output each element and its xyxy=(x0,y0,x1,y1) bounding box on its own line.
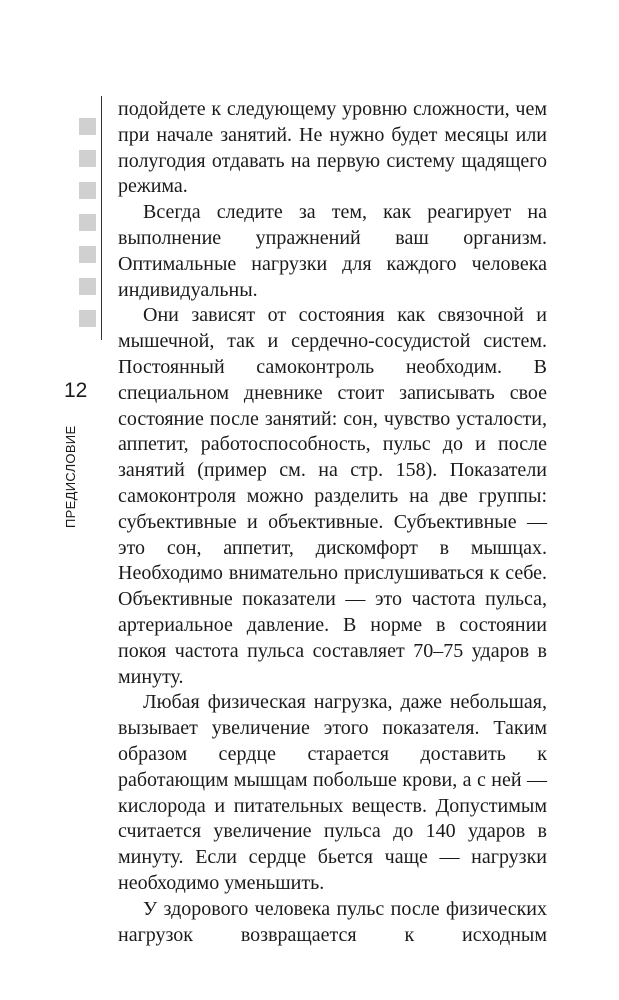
running-header-section: ПРЕДИСЛОВИЕ xyxy=(63,425,78,528)
margin-decoration xyxy=(79,118,96,327)
margin-square xyxy=(79,150,96,167)
margin-square xyxy=(79,278,96,295)
margin-rule xyxy=(101,96,102,340)
paragraph: Всегда следите за тем, как реагирует на выполнение упражнений ваш организм. Оптимальные нагрузки для каждого человека индивидуальны. xyxy=(118,201,547,301)
margin-square xyxy=(79,182,96,199)
paragraph: Любая физическая нагрузка, даже небольшая, вызывает увеличение этого показателя. Таким образом сердце старается доставить к работающим мышцам побольше крови, а с ней — кислорода и питательных веществ. Допустимым считается увеличение пульса до 140 ударов в минуту. Если сердце бьется чаще — нагрузки необходимо уменьшить. xyxy=(118,691,547,894)
margin-square xyxy=(79,246,96,263)
body-text xyxy=(118,97,547,948)
paragraph: У здорового человека пульс после физических нагрузок возвращается к исходным xyxy=(118,897,547,946)
paragraph: Они зависят от состояния как связочной и мышечной, так и сердечно-сосудистой систем. Постоянный самоконтроль необходим. В специальном дневнике стоит записывать свое состояние после занятий: сон, чувство усталости, аппетит, работоспособность, пульс до и после занятий (пример см. на стр. 158). Показатели самоконтроля можно разделить на две группы: субъективные и объективные. Субъективные — это сон, аппетит, дискомфорт в мышцах. Необходимо внимательно прислушиваться к себе. Объективные показатели — это частота пульса, артериальное давление. В норме в состоянии покоя частота пульса составляет 70–75 ударов в минуту. xyxy=(118,304,547,688)
margin-square xyxy=(79,214,96,231)
margin-square xyxy=(79,118,96,135)
paragraph: подойдете к следующему уровню сложности, чем при начале занятий. Не нужно будет месяцы или полугодия отдавать на первую систему щадящего режима. xyxy=(118,98,547,198)
margin-square xyxy=(79,310,96,327)
page-number: 12 xyxy=(64,379,88,402)
